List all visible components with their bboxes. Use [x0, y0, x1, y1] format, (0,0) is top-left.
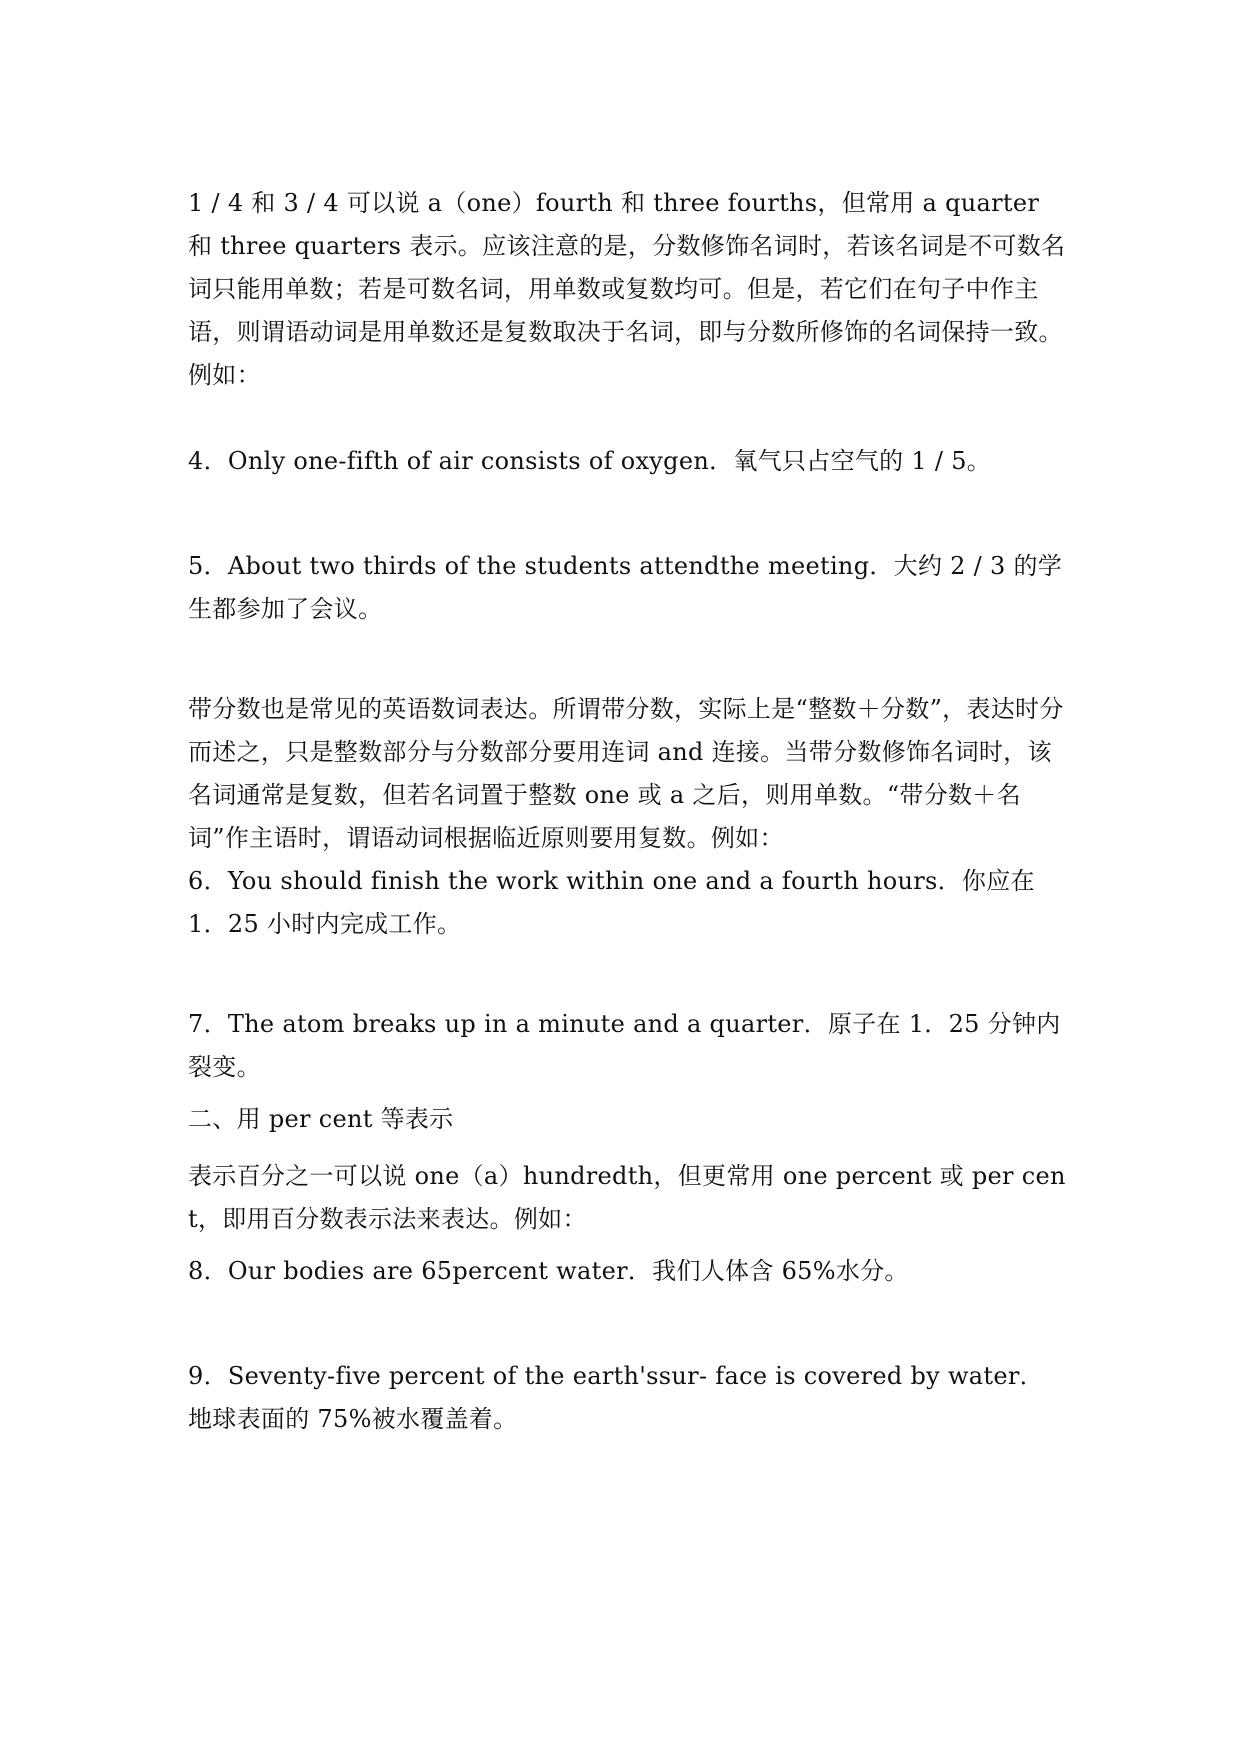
example-9: 9．Seventy-five percent of the earth'ssur- face is covered by water．地球表面的 75%被水覆盖着。 — [188, 1362, 1044, 1433]
example-6: 6．You should finish the work within one and a fourth hours．你应在 1．25 小时内完成工作。 — [188, 867, 1035, 938]
example-4: 4．Only one-fifth of air consists of oxygen．氧气只占空气的 1 / 5。 — [188, 447, 992, 475]
paragraph-percent: 表示百分之一可以说 one（a）hundredth，但更常用 one percent 或 per cent，即用百分数表示法来表达。例如： — [188, 1162, 1066, 1233]
section-heading-percent: 二、用 per cent 等表示 — [188, 1105, 454, 1133]
paragraph-fraction-rules: 1 / 4 和 3 / 4 可以说 a（one）fourth 和 three fourths，但常用 a quarter 和 three quarters 表示。应该注意的是，分数修饰名词时，若该名词是不可数名词只能用单数；若是可数名词，用单数或复数均可。但是，若它们在句子中作主语，则谓语动词是用单数还是复数取决于名词，即与分数所修饰的名词保持一致。例如： — [188, 189, 1066, 389]
example-7: 7．The atom breaks up in a minute and a quarter．原子在 1．25 分钟内裂变。 — [188, 1010, 1061, 1081]
example-5: 5．About two thirds of the students attendthe meeting．大约 2 / 3 的学生都参加了会议。 — [188, 552, 1063, 623]
example-8: 8．Our bodies are 65percent water．我们人体含 65%水分。 — [188, 1257, 909, 1285]
paragraph-mixed-fractions: 带分数也是常见的英语数词表达。所谓带分数，实际上是“整数＋分数”，表达时分而述之，只是整数部分与分数部分要用连词 and 连接。当带分数修饰名词时，该名词通常是复数，但若名词置于整数 one 或 a 之后，则用单数。“带分数＋名词”作主语时，谓语动词根据临近原则要用复数。例如： — [188, 695, 1064, 852]
